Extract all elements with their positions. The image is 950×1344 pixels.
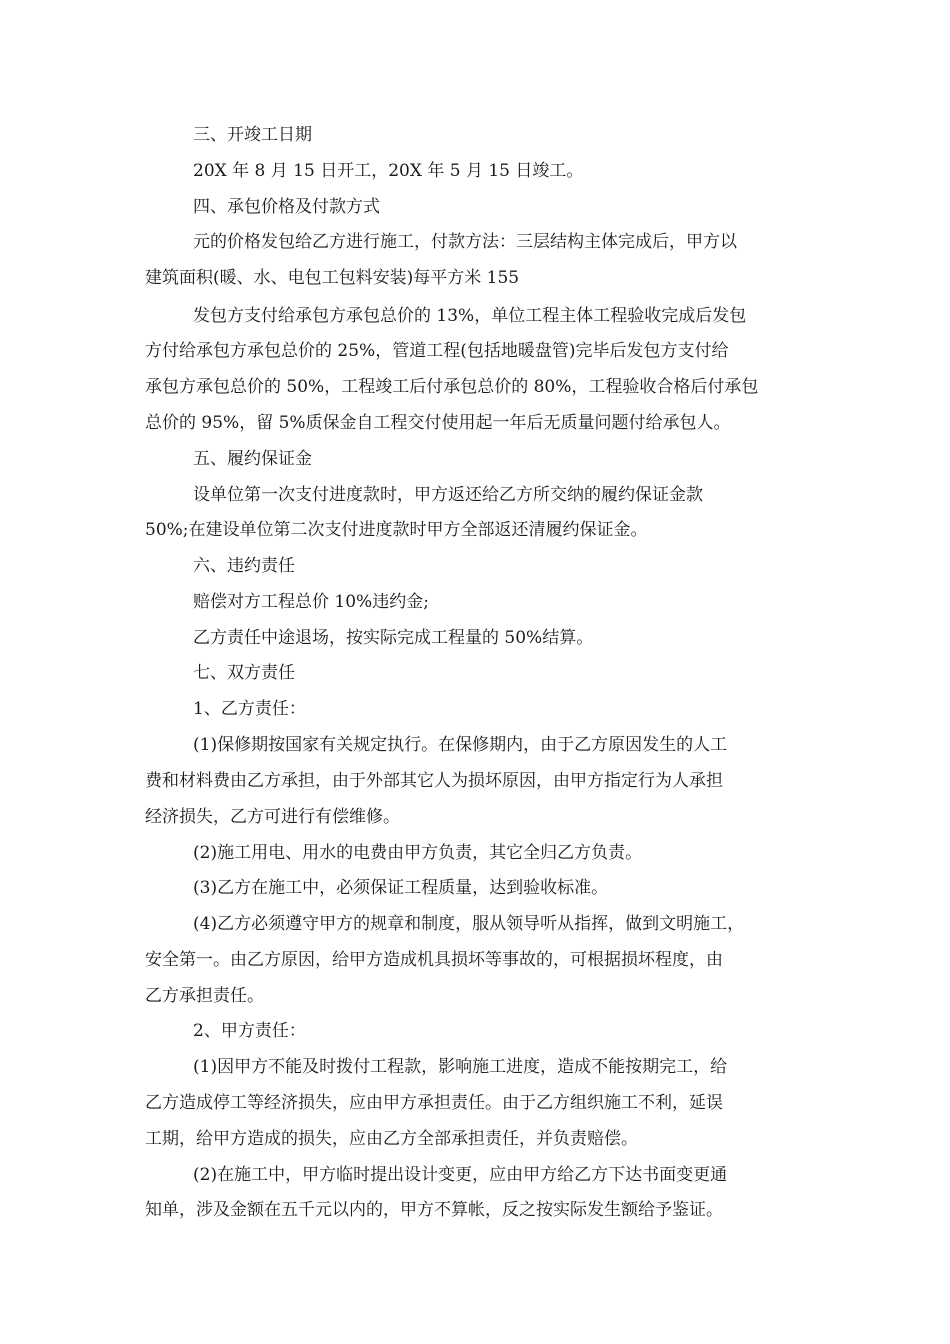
paragraph-line: (2)在施工中，甲方临时提出设计变更，应由甲方给乙方下达书面变更通 <box>193 1165 728 1185</box>
paragraph-line: 安全第一。由乙方原因，给甲方造成机具损坏等事故的，可根据损坏程度，由 <box>145 950 723 970</box>
paragraph-line: (1)因甲方不能及时拨付工程款，影响施工进度，造成不能按期完工，给 <box>193 1057 728 1077</box>
paragraph-line: (4)乙方必须遵守甲方的规章和制度，服从领导听从指挥，做到文明施工， <box>193 914 745 934</box>
paragraph-line: (3)乙方在施工中，必须保证工程质量，达到验收标准。 <box>193 878 609 898</box>
heading-breach-liability: 六、违约责任 <box>193 556 295 576</box>
paragraph-line: 知单，涉及金额在五千元以内的，甲方不算帐，反之按实际发生额给予鉴证。 <box>145 1200 723 1220</box>
paragraph-line: (2)施工用电、用水的电费由甲方负责，其它全归乙方负责。 <box>193 843 643 863</box>
heading-performance-bond: 五、履约保证金 <box>193 449 312 469</box>
paragraph-line: 经济损失，乙方可进行有偿维修。 <box>145 807 400 827</box>
paragraph-line: 设单位第一次支付进度款时，甲方返还给乙方所交纳的履约保证金款 <box>193 485 703 505</box>
paragraph-line: 承包方承包总价的 50%，工程竣工后付承包总价的 80%，工程验收合格后付承包 <box>145 377 759 397</box>
paragraph-line: 乙方承担责任。 <box>145 986 264 1006</box>
heading-price-payment: 四、承包价格及付款方式 <box>193 197 380 217</box>
paragraph-line: 费和材料费由乙方承担，由于外部其它人为损坏原因，由甲方指定行为人承担 <box>145 771 723 791</box>
paragraph-line: 总价的 95%，留 5%质保金自工程交付使用起一年后无质量问题付给承包人。 <box>145 413 731 433</box>
subheading-party-b: 1、乙方责任： <box>193 699 306 719</box>
paragraph-line: 元的价格发包给乙方进行施工，付款方法：三层结构主体完成后，甲方以 <box>193 232 737 252</box>
paragraph-line: 50%;在建设单位第二次支付进度款时甲方全部返还清履约保证金。 <box>145 520 648 540</box>
paragraph-line: 乙方责任中途退场，按实际完成工程量的 50%结算。 <box>193 628 594 648</box>
paragraph-line: 20X 年 8 月 15 日开工，20X 年 5 月 15 日竣工。 <box>193 161 584 181</box>
paragraph-line: 赔偿对方工程总价 10%违约金; <box>193 592 429 612</box>
paragraph-line: 工期，给甲方造成的损失，应由乙方全部承担责任，并负责赔偿。 <box>145 1129 638 1149</box>
heading-mutual-responsibilities: 七、双方责任 <box>193 663 295 683</box>
paragraph-line: 建筑面积(暖、水、电包工包料安装)每平方米 155 <box>145 268 520 288</box>
subheading-party-a: 2、甲方责任： <box>193 1021 306 1041</box>
paragraph-line: 发包方支付给承包方承包总价的 13%，单位工程主体工程验收完成后发包 <box>193 306 747 326</box>
heading-completion-dates: 三、开竣工日期 <box>193 125 312 145</box>
paragraph-line: 方付给承包方承包总价的 25%，管道工程(包括地暖盘管)完毕后发包方支付给 <box>145 341 729 361</box>
paragraph-line: 乙方造成停工等经济损失，应由甲方承担责任。由于乙方组织施工不利，延误 <box>145 1093 723 1113</box>
paragraph-line: (1)保修期按国家有关规定执行。在保修期内，由于乙方原因发生的人工 <box>193 735 728 755</box>
